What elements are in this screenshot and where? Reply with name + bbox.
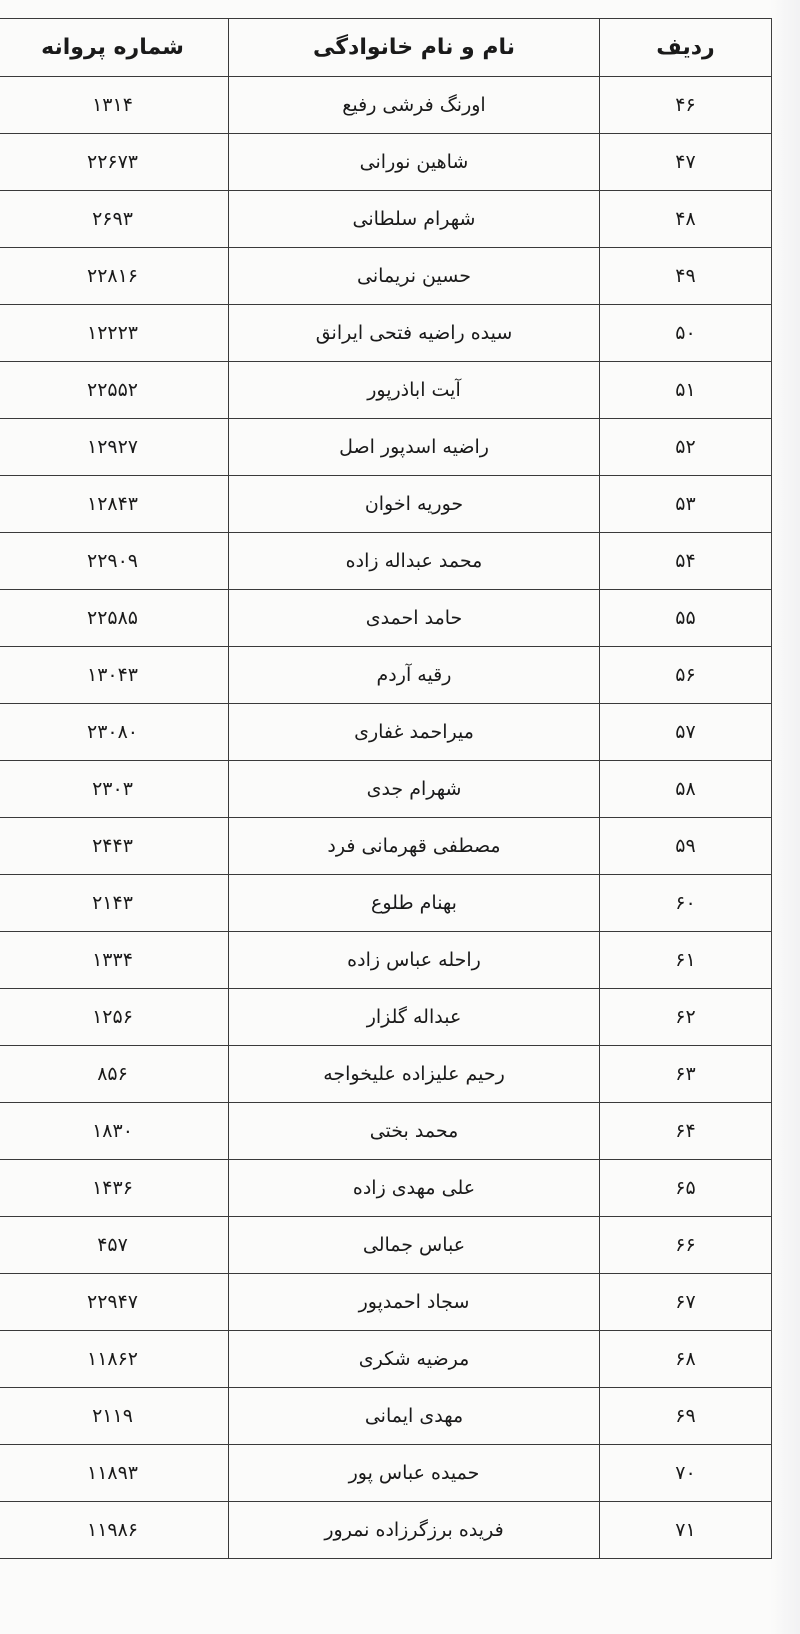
table-row: [0, 761, 772, 818]
license-number-cell: ۱۱۸۹۳: [0, 1445, 229, 1502]
table-row: [0, 362, 772, 419]
full-name-cell: حامد احمدی: [229, 590, 600, 647]
full-name-cell: شهرام جدی: [229, 761, 600, 818]
row-number-cell: ۵۲: [600, 419, 772, 476]
row-number-cell: ۵۶: [600, 647, 772, 704]
license-number-cell: ۱۳۰۴۳: [0, 647, 229, 704]
full-name-cell: شهرام سلطانی: [229, 191, 600, 248]
license-number-cell: ۴۵۷: [0, 1217, 229, 1274]
table-row: [0, 191, 772, 248]
table-row: [0, 1217, 772, 1274]
table-row: [0, 875, 772, 932]
license-table: [0, 18, 772, 1559]
full-name-cell: سجاد احمدپور: [229, 1274, 600, 1331]
full-name-cell: مرضیه شکری: [229, 1331, 600, 1388]
row-number-cell: ۴۷: [600, 134, 772, 191]
full-name-cell: عبداله گلزار: [229, 989, 600, 1046]
full-name-cell: مهدی ایمانی: [229, 1388, 600, 1445]
row-number-cell: ۷۱: [600, 1502, 772, 1559]
license-number-cell: ۲۳۰۸۰: [0, 704, 229, 761]
scan-edge-shade: [770, 0, 800, 1634]
table-body: [0, 77, 772, 1559]
table-row: [0, 647, 772, 704]
full-name-cell: حوریه اخوان: [229, 476, 600, 533]
table-row: [0, 476, 772, 533]
table-row: [0, 704, 772, 761]
license-number-cell: ۱۲۲۲۳: [0, 305, 229, 362]
header-license-number: شماره پروانه: [0, 19, 229, 77]
license-number-cell: ۱۲۸۴۳: [0, 476, 229, 533]
table-row: [0, 590, 772, 647]
license-number-cell: ۱۳۳۴: [0, 932, 229, 989]
row-number-cell: ۴۶: [600, 77, 772, 134]
license-number-cell: ۱۱۹۸۶: [0, 1502, 229, 1559]
row-number-cell: ۵۱: [600, 362, 772, 419]
license-number-cell: ۲۲۸۱۶: [0, 248, 229, 305]
full-name-cell: میراحمد غفاری: [229, 704, 600, 761]
license-number-cell: ۲۴۴۳: [0, 818, 229, 875]
table-row: [0, 134, 772, 191]
row-number-cell: ۵۵: [600, 590, 772, 647]
row-number-cell: ۵۷: [600, 704, 772, 761]
table-row: [0, 533, 772, 590]
full-name-cell: علی مهدی زاده: [229, 1160, 600, 1217]
row-number-cell: ۶۶: [600, 1217, 772, 1274]
row-number-cell: ۶۲: [600, 989, 772, 1046]
row-number-cell: ۶۵: [600, 1160, 772, 1217]
table-row: [0, 1445, 772, 1502]
row-number-cell: ۷۰: [600, 1445, 772, 1502]
full-name-cell: بهنام طلوع: [229, 875, 600, 932]
full-name-cell: اورنگ فرشی رفیع: [229, 77, 600, 134]
table-row: [0, 77, 772, 134]
table-row: [0, 1046, 772, 1103]
full-name-cell: مصطفی قهرمانی فرد: [229, 818, 600, 875]
row-number-cell: ۶۱: [600, 932, 772, 989]
header-row-number: ردیف: [600, 19, 772, 77]
full-name-cell: فریده برزگرزاده نمرور: [229, 1502, 600, 1559]
full-name-cell: راحله عباس زاده: [229, 932, 600, 989]
row-number-cell: ۶۹: [600, 1388, 772, 1445]
license-number-cell: ۱۳۱۴: [0, 77, 229, 134]
table-row: [0, 932, 772, 989]
license-number-cell: ۲۲۶۷۳: [0, 134, 229, 191]
table-row: [0, 1103, 772, 1160]
license-number-cell: ۱۱۸۶۲: [0, 1331, 229, 1388]
table-row: [0, 989, 772, 1046]
row-number-cell: ۶۷: [600, 1274, 772, 1331]
full-name-cell: حمیده عباس پور: [229, 1445, 600, 1502]
row-number-cell: ۴۸: [600, 191, 772, 248]
license-number-cell: ۱۲۵۶: [0, 989, 229, 1046]
row-number-cell: ۶۸: [600, 1331, 772, 1388]
table-row: [0, 1160, 772, 1217]
full-name-cell: رحیم علیزاده علیخواجه: [229, 1046, 600, 1103]
row-number-cell: ۵۴: [600, 533, 772, 590]
full-name-cell: رقیه آردم: [229, 647, 600, 704]
row-number-cell: ۵۰: [600, 305, 772, 362]
row-number-cell: ۵۳: [600, 476, 772, 533]
full-name-cell: شاهین نورانی: [229, 134, 600, 191]
full-name-cell: حسین نریمانی: [229, 248, 600, 305]
row-number-cell: ۶۳: [600, 1046, 772, 1103]
license-number-cell: ۲۱۴۳: [0, 875, 229, 932]
license-number-cell: ۸۵۶: [0, 1046, 229, 1103]
table-row: [0, 1331, 772, 1388]
table-row: [0, 1502, 772, 1559]
row-number-cell: ۵۸: [600, 761, 772, 818]
license-number-cell: ۲۲۹۴۷: [0, 1274, 229, 1331]
license-number-cell: ۱۲۹۲۷: [0, 419, 229, 476]
header-full-name: نام و نام خانوادگی: [229, 19, 600, 77]
table-row: [0, 419, 772, 476]
license-number-cell: ۱۴۳۶: [0, 1160, 229, 1217]
full-name-cell: محمد بختی: [229, 1103, 600, 1160]
table-row: [0, 248, 772, 305]
row-number-cell: ۶۰: [600, 875, 772, 932]
table-row: [0, 818, 772, 875]
full-name-cell: راضیه اسدپور اصل: [229, 419, 600, 476]
license-number-cell: ۲۶۹۳: [0, 191, 229, 248]
full-name-cell: آیت اباذرپور: [229, 362, 600, 419]
table-row: [0, 1274, 772, 1331]
full-name-cell: محمد عبداله زاده: [229, 533, 600, 590]
license-number-cell: ۲۲۵۸۵: [0, 590, 229, 647]
full-name-cell: سیده راضیه فتحی ایرانق: [229, 305, 600, 362]
license-number-cell: ۲۳۰۳: [0, 761, 229, 818]
license-number-cell: ۲۱۱۹: [0, 1388, 229, 1445]
license-number-cell: ۲۲۵۵۲: [0, 362, 229, 419]
table-header-row: [0, 19, 772, 77]
row-number-cell: ۴۹: [600, 248, 772, 305]
license-number-cell: ۱۸۳۰: [0, 1103, 229, 1160]
table-row: [0, 1388, 772, 1445]
table-row: [0, 305, 772, 362]
license-number-cell: ۲۲۹۰۹: [0, 533, 229, 590]
row-number-cell: ۵۹: [600, 818, 772, 875]
full-name-cell: عباس جمالی: [229, 1217, 600, 1274]
row-number-cell: ۶۴: [600, 1103, 772, 1160]
